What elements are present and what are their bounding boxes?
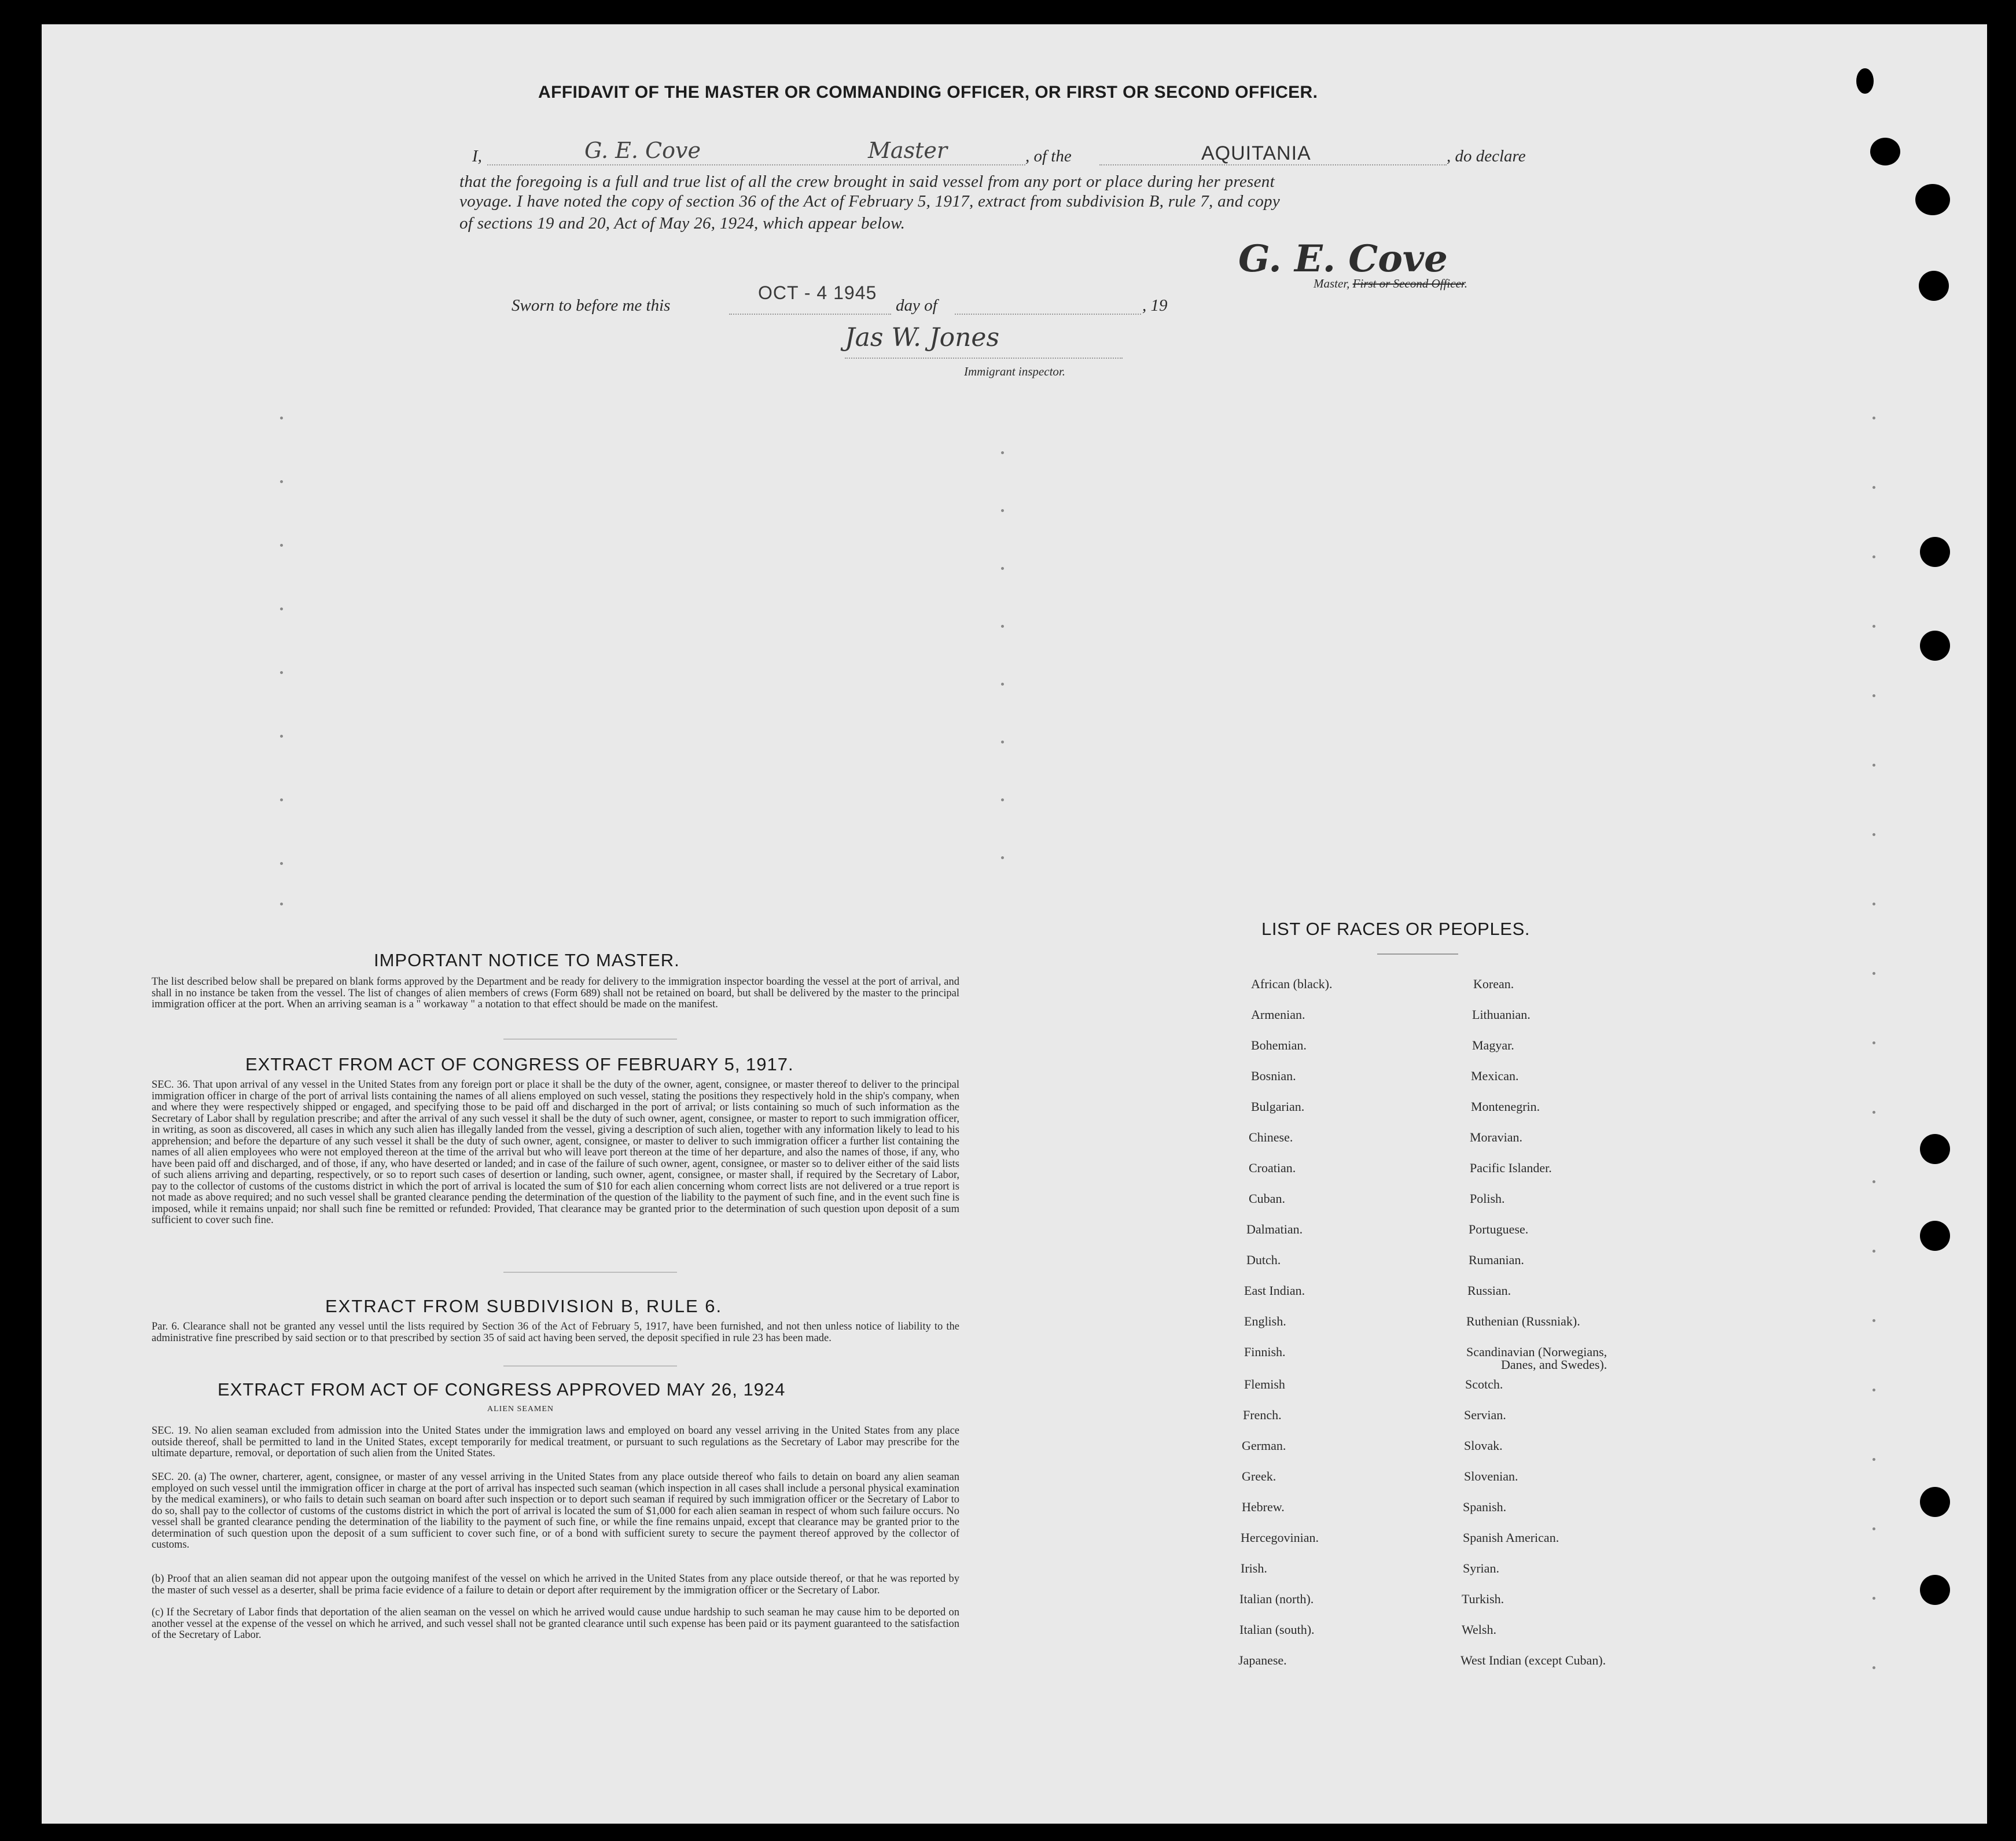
race-right-item: Montenegrin. (1471, 1099, 1540, 1114)
inspector-caption: Immigrant inspector. (964, 364, 1065, 378)
year-label: , 19 (1142, 296, 1168, 315)
extract-1924-title: EXTRACT FROM ACT OF CONGRESS APPROVED MAY 26, 1924 (218, 1379, 786, 1400)
master-signature: G. E. Cove (1238, 237, 1448, 281)
race-left-item: Flemish (1244, 1377, 1285, 1391)
punch-hole (1856, 68, 1874, 94)
race-left-item: Greek. (1242, 1469, 1276, 1483)
race-left-item: Irish. (1241, 1561, 1267, 1575)
race-right-item: Scotch. (1465, 1377, 1503, 1391)
race-right-item: Moravian. (1470, 1130, 1523, 1144)
day-of-rule (955, 314, 1141, 315)
punch-hole (1920, 1575, 1950, 1605)
race-left-item: African (black). (1251, 977, 1333, 991)
race-right-item: Spanish. (1463, 1500, 1507, 1514)
race-right-item-continuation: Danes, and Swedes). (1501, 1357, 1607, 1372)
master-rank-handwritten: Master (868, 138, 947, 163)
extract-1924-sec20a: SEC. 20. (a) The owner, charterer, agent, consignee, or master of any vessel arriving in the United States from any place outside thereof who fails to detain on board any alien seaman employed on such vessel until the immigration officer in charge at the port of arrival has inspected such seaman (which inspection in all cases shall include a personal physical examination by the medical examiners), or who fails to detain such seaman on board after such inspection or to deport such seaman if required by such immigration officer or the Secretary of Labor to do so, shall pay to the collector of customs of the customs district in which the port of arrival is located the sum of $1,000 for each alien seaman in respect of whom such failure occurs. No vessel shall be granted clearance pending the determination of the liability to the payment of such fine, or while the fine remains unpaid, except that clearance may be granted prior to the determination of such question upon the deposit of a sum sufficient to cover such fine, or of a bond with sufficient surety to secure the payment thereof approved by the collector of customs. (152, 1471, 959, 1551)
race-left-item: Croatian. (1249, 1161, 1296, 1175)
master-caption-prefix: Master, (1314, 277, 1350, 290)
race-left-item: Dutch. (1246, 1253, 1281, 1267)
declaration-line-1: that the foregoing is a full and true list of all the crew brought in said vessel from any port or place during her present (459, 172, 1275, 191)
race-left-item: Cuban. (1249, 1191, 1285, 1206)
extract-1924-sec20b: (b) Proof that an alien seaman did not appear upon the outgoing manifest of the vessel on which he arrived in the United States from any place outside thereof, or that he was reported by the master of such vessel as a deserter, shall be prima facie evidence of a failure to detain or deport after requirement by the immigration officer or the Secretary of Labor. (152, 1573, 959, 1596)
punch-hole (1920, 1221, 1950, 1251)
race-left-item: English. (1244, 1314, 1286, 1328)
race-left-item: East Indian. (1244, 1283, 1305, 1298)
race-right-item: Mexican. (1471, 1069, 1519, 1083)
race-left-item: French. (1243, 1408, 1282, 1422)
race-left-item: Bosnian. (1251, 1069, 1296, 1083)
extract-rule6-title: EXTRACT FROM SUBDIVISION B, RULE 6. (325, 1296, 723, 1316)
race-right-item: Portuguese. (1469, 1222, 1529, 1236)
master-caption-struck: First or Second Officer (1352, 277, 1465, 290)
race-right-item: Turkish. (1462, 1592, 1504, 1606)
race-right-item: Spanish American. (1463, 1530, 1559, 1545)
punch-hole (1920, 1134, 1950, 1164)
vessel-name: AQUITANIA (1201, 142, 1311, 164)
master-caption (1314, 277, 1467, 291)
extract-1924-sec19: SEC. 19. No alien seaman excluded from admission into the United States under the immigration laws and employed on board any vessel arriving in the United States from any place outside thereof, shall be permitted to land in the United States, except temporarily for medical treatment, or pursuant to such regulations as the Secretary of Labor may prescribe for the ultimate departure, removal, or deportation of such alien from the United States. (152, 1425, 959, 1459)
race-right-item: West Indian (except Cuban). (1461, 1653, 1606, 1667)
race-left-item: Chinese. (1249, 1130, 1293, 1144)
race-right-item: Welsh. (1462, 1622, 1496, 1637)
punch-hole (1920, 631, 1950, 661)
declaration-line-3: of sections 19 and 20, Act of May 26, 1924, which appear below. (459, 214, 906, 233)
race-left-item: Italian (south). (1239, 1622, 1315, 1637)
extract-1924-subtitle: ALIEN SEAMEN (487, 1405, 554, 1413)
declaration-line-2: voyage. I have noted the copy of section 36 of the Act of February 5, 1917, extract from subdivision B, rule 7, and copy (459, 192, 1281, 211)
race-left-item: German. (1242, 1438, 1286, 1453)
sworn-date-rule (729, 314, 891, 315)
do-declare-label: , do declare (1447, 147, 1526, 165)
race-right-item: Ruthenian (Russniak). (1466, 1314, 1580, 1328)
affidavit-title: AFFIDAVIT OF THE MASTER OR COMMANDING OFFICER, OR FIRST OR SECOND OFFICER. (538, 83, 1318, 102)
race-right-item: Slovak. (1464, 1438, 1503, 1453)
important-notice-body: The list described below shall be prepared on blank forms approved by the Department and be ready for delivery to the immigration inspector boarding the vessel at the port of arrival, and shall in no instance be taken from the vessel. The list of changes of alien members of crews (Form 689) shall not be retained on board, but shall be delivered by the master to the principal immigration officer at the port. When an arriving seaman is a " workaway " a notation to that effect should be made on the manifest. (152, 976, 959, 1010)
race-left-item: Hebrew. (1242, 1500, 1285, 1514)
inspector-rule (845, 358, 1123, 359)
race-right-item: Korean. (1473, 977, 1514, 991)
race-right-item: Pacific Islander. (1470, 1161, 1552, 1175)
race-right-item: Slovenian. (1464, 1469, 1518, 1483)
race-left-item: Finnish. (1244, 1345, 1286, 1359)
extract-rule6-separator (503, 1365, 677, 1367)
notice-separator (503, 1039, 677, 1040)
race-right-item: Russian. (1467, 1283, 1511, 1298)
race-right-item: Syrian. (1463, 1561, 1499, 1575)
race-right-item: Scandinavian (Norwegians, (1466, 1345, 1607, 1359)
extract-1924-sec20c: (c) If the Secretary of Labor finds that deportation of the alien seaman on the vessel on which he arrived would cause undue hardship to such seaman he may cause him to be deported on another vessel at the expense of the vessel on which he arrived, and such vessel shall not be granted clearance until such expense has been paid or its payment guaranteed to the satisfaction of the Secretary of Labor. (152, 1607, 959, 1641)
name-rule (487, 164, 1025, 165)
punch-hole (1919, 271, 1949, 301)
race-left-item: Bulgarian. (1251, 1099, 1305, 1114)
master-caption-suffix: . (1464, 277, 1467, 290)
race-left-item: Dalmatian. (1246, 1222, 1303, 1236)
race-left-item: Bohemian. (1251, 1038, 1307, 1052)
important-notice-title: IMPORTANT NOTICE TO MASTER. (374, 950, 680, 970)
extract-1917-title: EXTRACT FROM ACT OF CONGRESS OF FEBRUARY 5, 1917. (245, 1054, 794, 1074)
of-the-label: , of the (1025, 147, 1072, 165)
inspector-signature: Jas W. Jones (845, 323, 1000, 352)
punch-hole (1915, 184, 1950, 215)
race-left-item: Italian (north). (1239, 1592, 1314, 1606)
race-left-item: Japanese. (1238, 1653, 1287, 1667)
races-title-underline (1377, 953, 1458, 955)
race-right-item: Polish. (1470, 1191, 1505, 1206)
sworn-date-stamp: OCT - 4 1945 (758, 282, 877, 303)
affidavit-i-label: I, (472, 147, 482, 165)
race-left-item: Hercegovinian. (1241, 1530, 1319, 1545)
punch-hole (1920, 1487, 1950, 1517)
extract-1917-separator (503, 1272, 677, 1273)
sworn-label: Sworn to before me this (512, 296, 671, 315)
race-left-item: Armenian. (1251, 1007, 1305, 1022)
races-title: LIST OF RACES OR PEOPLES. (1261, 919, 1531, 939)
race-right-item: Magyar. (1472, 1038, 1514, 1052)
extract-1917-body: SEC. 36. That upon arrival of any vessel in the United States from any foreign port or place it shall be the duty of the owner, agent, consignee, or master thereof to deliver to the principal immigration officer in charge of the port of arrival lists containing the names of all aliens employed on such vessel, stating the positions they respectively hold in the ship's company, when and where they were respectively shipped or engaged, and specifying those to be paid off and discharged in the port of arrival; or lists containing so much of such information as the Secretary of Labor shall by regulation prescribe; and after the arrival of any such vessel it shall be the duty of such owner, agent, consignee, or master to report to such immigration officer, in writing, as soon as discovered, all cases in which any such alien has illegally landed from the vessel, giving a description of such alien, together with any information likely to lead to his apprehension; and before the departure of any such vessel it shall be the duty of such owner, agent, consignee, or master to deliver to such immigration officer a further list containing the names of all alien employees who were not employed thereon at the time of the arrival but who will leave port thereon at the time of her departure, and also the names of those, if any, who have been paid off and discharged, and of those, if any, who have deserted or landed; and in case of the failure of such owner, agent, consignee, or master so to deliver either of the said lists of such aliens arriving and departing, respectively, or so to report such cases of desertion or landing, such owner, agent, consignee, or master shall, if required by the Secretary of Labor, pay to the collector of customs of the customs district in which the port of arrival is located the sum of $10 for each alien concerning whom correct lists are not delivered or a true report is not made as above required; and no such vessel shall be granted clearance pending the determination of the question of the liability to the payment of such fine, and in the event such fine is imposed, while it remains unpaid; nor shall such fine be remitted or refunded: Provided, That clearance may be granted prior to the determination of such question upon deposit of a sum sufficient to cover such fine. (152, 1079, 959, 1226)
document-page (42, 24, 1987, 1824)
punch-hole (1920, 537, 1950, 567)
race-right-item: Servian. (1464, 1408, 1506, 1422)
master-name-handwritten: G. E. Cove (584, 138, 701, 163)
punch-hole (1870, 138, 1900, 165)
race-right-item: Lithuanian. (1472, 1007, 1531, 1022)
race-right-item: Rumanian. (1469, 1253, 1524, 1267)
extract-rule6-body: Par. 6. Clearance shall not be granted any vessel until the lists required by Section 36 of the Act of February 5, 1917, have been furnished, and not then unless notice of liability to the administrative fine prescribed by said section or to that prescribed by section 35 of said act having been served, the deposit specified in rule 23 has been made. (152, 1321, 959, 1344)
day-of-label: day of (896, 296, 937, 315)
